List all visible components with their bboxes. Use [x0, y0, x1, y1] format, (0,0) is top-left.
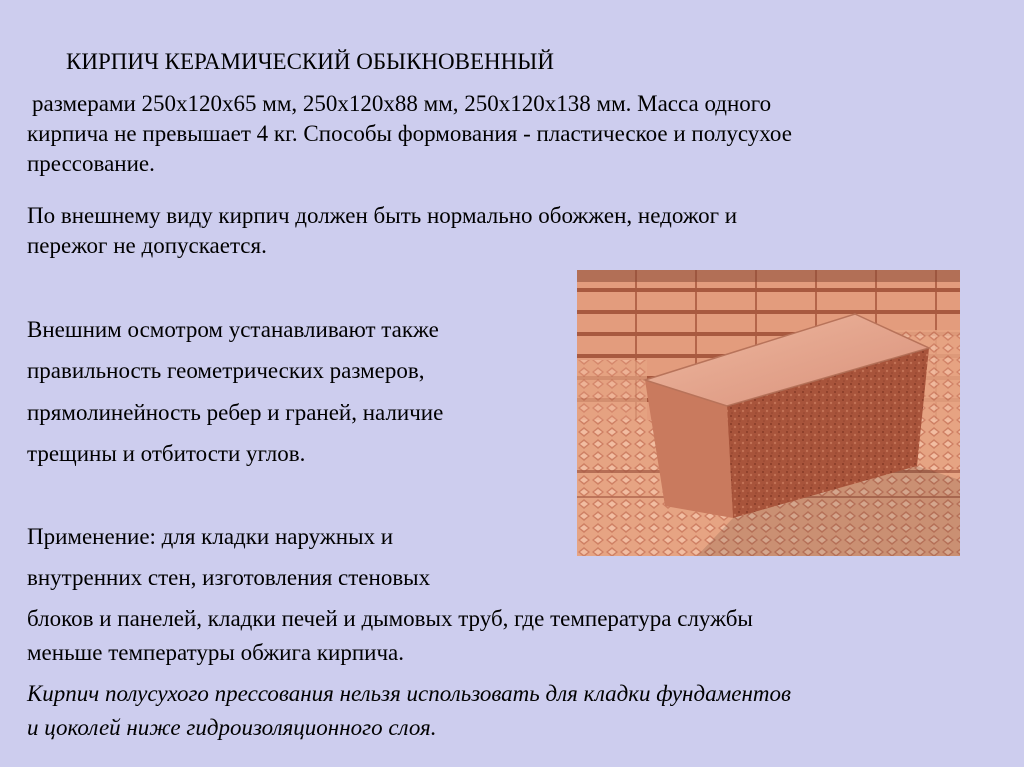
application-line-3: блоков и панелей, кладки печей и дымовых труб, где температура службы — [27, 606, 753, 631]
dimensions-line-3: прессование. — [27, 151, 155, 176]
inspection-line-3: прямолинейность ребер и граней, наличие — [27, 400, 444, 425]
appearance-line-1: По внешнему виду кирпич должен быть нормально обожжен, недожог и — [27, 203, 738, 228]
inspection-line-1: Внешним осмотром устанавливают также — [27, 317, 439, 342]
application-line-4: меньше температуры обжига кирпича. — [27, 640, 404, 665]
appearance-line-2: пережог не допускается. — [27, 233, 267, 258]
inspection-line-2: правильность геометрических размеров, — [27, 358, 425, 383]
slide-title: КИРПИЧ КЕРАМИЧЕСКИЙ ОБЫКНОВЕННЫЙ — [66, 49, 554, 74]
inspection-line-4: трещины и отбитости углов. — [27, 441, 306, 466]
application-line-1: Применение: для кладки наружных и — [27, 524, 394, 549]
application-line-2: внутренних стен, изготовления стеновых — [27, 565, 431, 590]
note-line-1: Кирпич полусухого прессования нельзя использовать для кладки фундаментов — [27, 681, 791, 706]
dimensions-line-2: кирпича не превышает 4 кг. Способы формования - пластическое и полусухое — [27, 121, 792, 146]
dimensions-line-1: размерами 250х120х65 мм, 250х120х88 мм, 250х120х138 мм. Масса одного — [32, 91, 772, 116]
note-line-2: и цоколей ниже гидроизоляционного слоя. — [27, 715, 437, 740]
brick-photo — [577, 270, 960, 556]
